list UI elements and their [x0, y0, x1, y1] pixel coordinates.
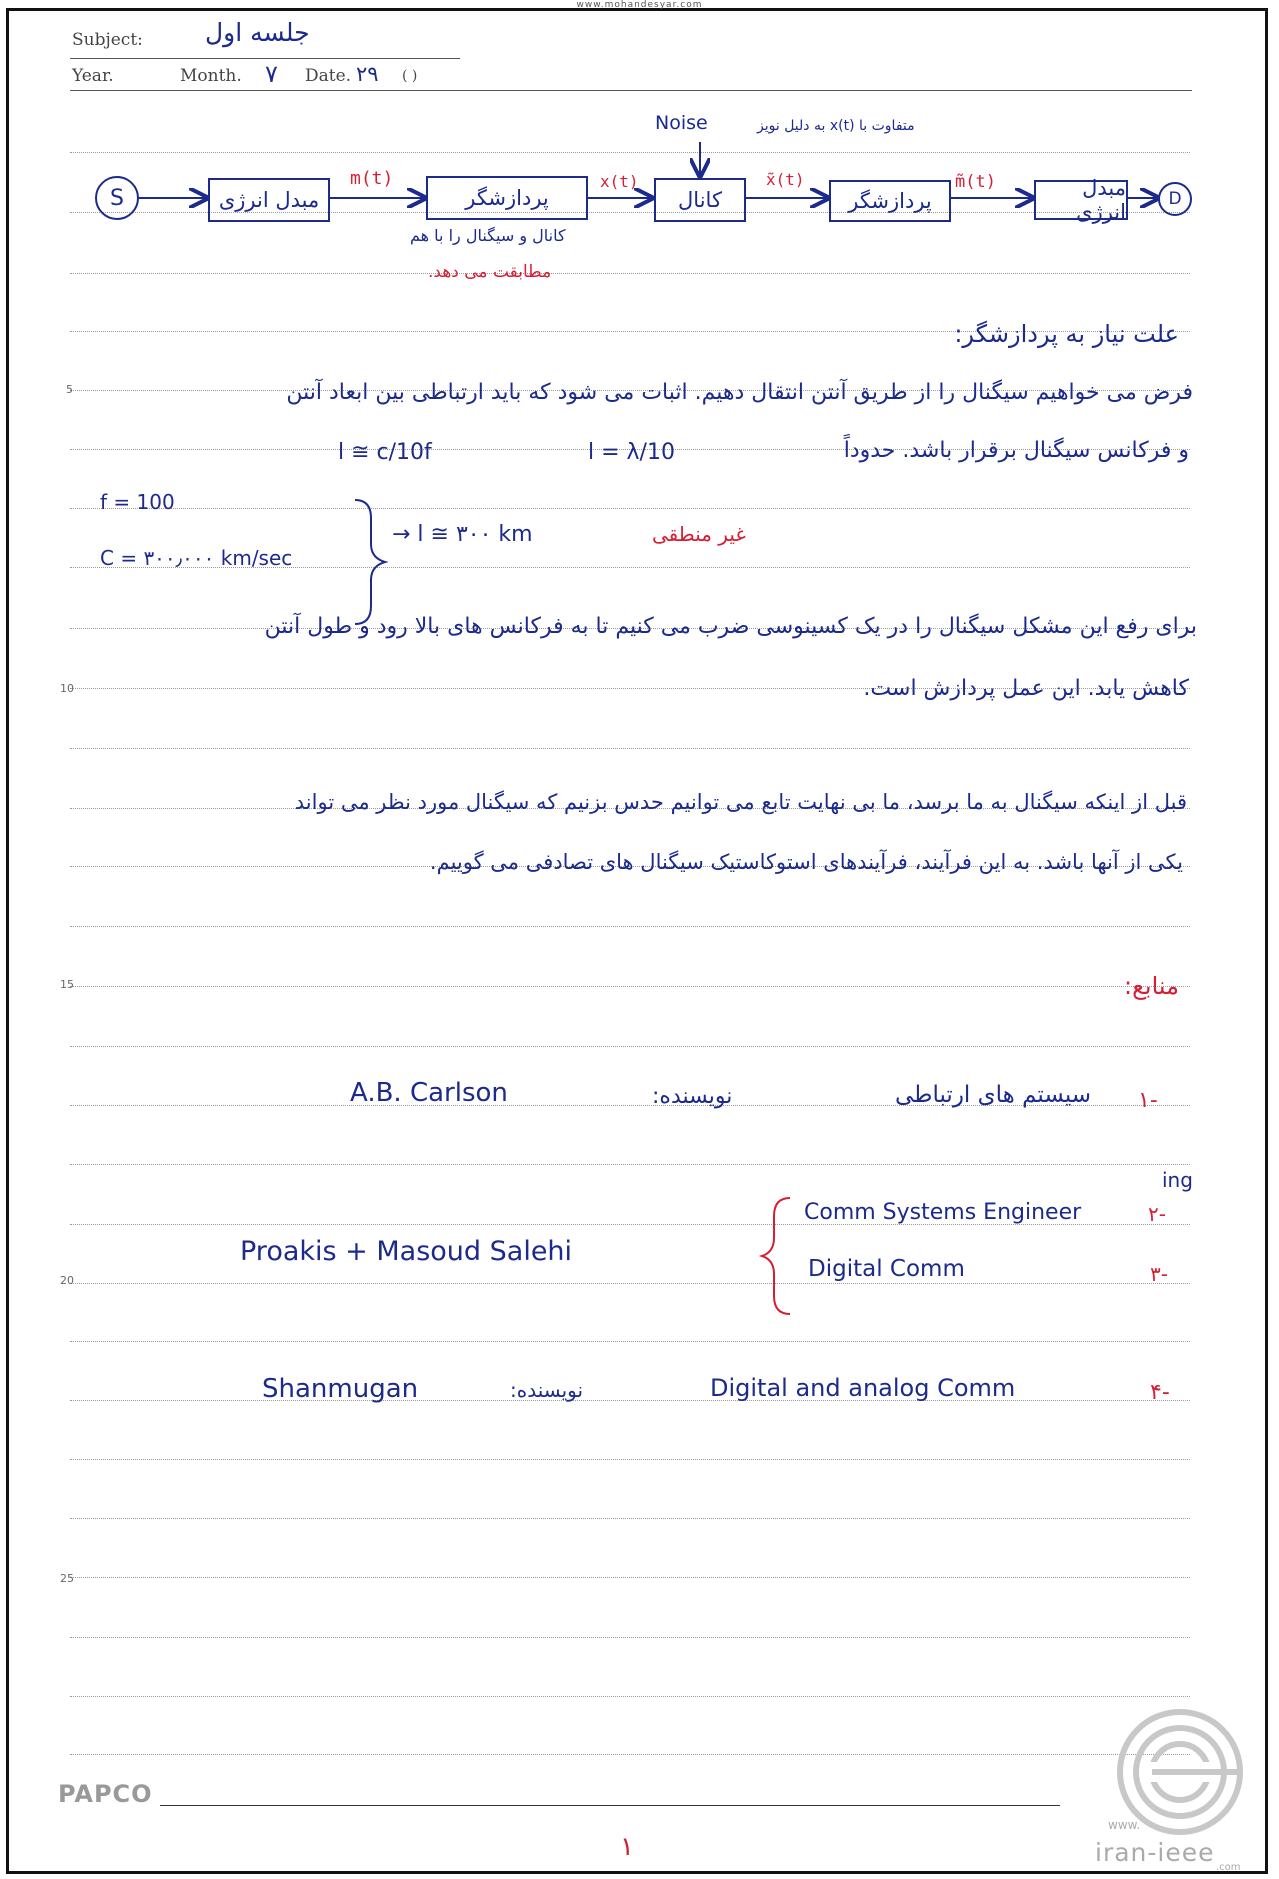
- noise-label: Noise: [655, 112, 708, 134]
- paragraph3-line-2: یکی از آنها باشد. به این فرآیند، فرآیندهای استوکاستیک سیگنال های تصادفی می گوییم.: [429, 850, 1183, 874]
- month-value: ۷: [265, 60, 278, 88]
- signal-m: m(t): [350, 168, 394, 189]
- ref-2-number: ۲-: [1148, 1202, 1166, 1226]
- signal-x: x(t): [600, 172, 639, 191]
- block-channel: کانال: [654, 178, 746, 222]
- block-processor-rx: پردازشگر: [829, 180, 951, 222]
- date-paren: ( ): [402, 68, 418, 84]
- destination-node: D: [1158, 182, 1192, 216]
- line-number-10: 10: [60, 682, 74, 695]
- processor-note-1: کانال و سیگنال را با هم: [410, 226, 566, 245]
- page-number: ۱: [620, 1832, 634, 1862]
- ref-2-title: Comm Systems Engineer: [804, 1200, 1082, 1225]
- signal-m-tilde: m̃(t): [955, 172, 996, 192]
- ref-2-3-author: Proakis + Masoud Salehi: [240, 1236, 573, 1267]
- references-heading: منابع:: [1124, 972, 1179, 1000]
- line-number-20: 20: [60, 1274, 74, 1287]
- line-number-5: 5: [66, 383, 73, 396]
- month-label: Month.: [180, 66, 242, 86]
- block-transducer-in: مبدل انرژی: [208, 178, 330, 222]
- formula-l-lambda: l = λ/10: [588, 440, 675, 465]
- year-label: Year.: [72, 66, 114, 86]
- ref-4-author-label: نویسنده:: [510, 1378, 584, 1402]
- ref-1-title: سیستم های ارتباطی: [895, 1082, 1092, 1108]
- date-label: Date.: [305, 66, 352, 86]
- block-transducer-out: مبدل انرژی: [1034, 180, 1128, 220]
- paragraph2-line-1: برای رفع این مشکل سیگنال را در یک کسینوسی ضرب می کنیم تا به فرکانس های بالا رود و طول آنتن: [264, 614, 1197, 639]
- logo-www: www.: [1108, 1818, 1141, 1832]
- ref-1-author: A.B. Carlson: [350, 1078, 508, 1108]
- ref-3-title: Digital Comm: [808, 1256, 965, 1282]
- reason-line-2: و فرکانس سیگنال برقرار باشد. حدوداً: [843, 438, 1189, 463]
- line-number-25: 25: [60, 1572, 74, 1585]
- given-frequency: f = 100: [100, 490, 175, 514]
- logo-text: iran-ieee: [1095, 1838, 1215, 1867]
- block-processor-tx: پردازشگر: [426, 176, 588, 220]
- processor-note-2: مطابقت می دهد.: [428, 262, 552, 282]
- remark-unreasonable: غیر منطقی: [652, 522, 746, 546]
- formula-l-cf: l ≅ c/10f: [338, 440, 432, 465]
- ref-4-number: ۴-: [1150, 1380, 1170, 1405]
- ref-2-suffix: ing: [1162, 1168, 1193, 1192]
- ref-1-number: ۱-: [1138, 1088, 1158, 1113]
- subject-value: جلسه اول: [205, 18, 310, 47]
- ref-4-author: Shanmugan: [262, 1374, 419, 1404]
- reason-line-1: فرض می خواهیم سیگنال را از طریق آنتن انتقال دهیم. اثبات می شود که باید ارتباطی بین ابعاد آنتن: [286, 380, 1193, 405]
- papco-logo: PAPCO: [58, 1780, 153, 1808]
- source-node: S: [95, 176, 139, 220]
- given-speed: C = ۳۰۰٫۰۰۰ km/sec: [100, 546, 293, 570]
- date-value: ۲۹: [356, 62, 379, 86]
- paragraph3-line-1: قبل از اینکه سیگنال به ما برسد، ما بی نهایت تابع می توانیم حدس بزنیم که سیگنال مورد نظر می تواند: [294, 790, 1187, 814]
- watermark: www.mohandesyar.com: [576, 0, 703, 10]
- noise-note: متفاوت با x(t) به دلیل نویز: [757, 118, 915, 134]
- signal-x-tilde: x̃(t): [766, 170, 805, 189]
- result-length: → l ≅ ۳۰۰ km: [392, 522, 533, 547]
- subject-label: Subject:: [72, 30, 143, 50]
- ref-4-title: Digital and analog Comm: [710, 1374, 1016, 1402]
- ref-1-author-label: نویسنده:: [652, 1084, 733, 1109]
- footer-line: [160, 1805, 1060, 1806]
- logo-tld: .com: [1216, 1862, 1241, 1873]
- ref-3-number: ۳-: [1150, 1262, 1168, 1286]
- line-number-15: 15: [60, 978, 74, 991]
- reason-heading: علت نیاز به پردازشگر:: [954, 320, 1179, 348]
- paragraph2-line-2: کاهش یابد. این عمل پردازش است.: [863, 676, 1189, 701]
